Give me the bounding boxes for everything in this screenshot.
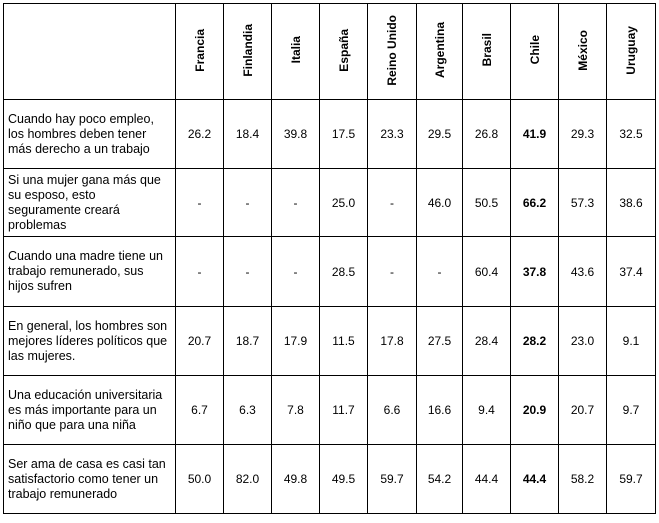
cell-value: 17.5	[320, 100, 368, 169]
cell-value-highlight: 37.8	[511, 237, 559, 307]
table-row	[4, 169, 656, 237]
cell-value: 59.7	[607, 445, 656, 514]
cell-value: 27.5	[417, 307, 463, 376]
column-header-mexico: México	[559, 4, 607, 100]
column-header-chile: Chile	[511, 4, 559, 100]
cell-value: 49.8	[272, 445, 320, 514]
table-row	[4, 307, 656, 376]
cell-value: -	[272, 169, 320, 237]
cell-value: 59.7	[368, 445, 417, 514]
column-header-italia: Italia	[272, 4, 320, 100]
column-header-espana: España	[320, 4, 368, 100]
table-row	[4, 100, 656, 169]
cell-value: 50.0	[176, 445, 224, 514]
cell-value: 17.8	[368, 307, 417, 376]
row-question: En general, los hombres son mejores líderes políticos que las mujeres.	[4, 307, 176, 376]
cell-value: 7.8	[272, 376, 320, 445]
cell-value: 49.5	[320, 445, 368, 514]
cell-value: 37.4	[607, 237, 656, 307]
row-question: Cuando una madre tiene un trabajo remunerado, sus hijos sufren	[4, 237, 176, 307]
cell-value: -	[417, 237, 463, 307]
header-row	[4, 4, 656, 100]
cell-value: 20.7	[559, 376, 607, 445]
cell-value: 11.7	[320, 376, 368, 445]
cell-value: 6.3	[224, 376, 272, 445]
cell-value: 25.0	[320, 169, 368, 237]
cell-value: -	[368, 237, 417, 307]
table-row	[4, 237, 656, 307]
cell-value: 18.4	[224, 100, 272, 169]
cell-value: 28.5	[320, 237, 368, 307]
cell-value: 44.4	[463, 445, 511, 514]
cell-value: 54.2	[417, 445, 463, 514]
cell-value: 28.4	[463, 307, 511, 376]
column-header-uruguay: Uruguay	[607, 4, 656, 100]
column-header-argentina: Argentina	[417, 4, 463, 100]
cell-value-highlight: 66.2	[511, 169, 559, 237]
cell-value: 29.3	[559, 100, 607, 169]
cell-value-highlight: 44.4	[511, 445, 559, 514]
cell-value: -	[368, 169, 417, 237]
cell-value: 6.7	[176, 376, 224, 445]
row-question: Si una mujer gana más que su esposo, esto seguramente creará problemas	[4, 169, 176, 237]
column-header-francia: Francia	[176, 4, 224, 100]
table-row	[4, 376, 656, 445]
cell-value: 46.0	[417, 169, 463, 237]
cell-value: -	[224, 169, 272, 237]
cell-value: 43.6	[559, 237, 607, 307]
row-question: Una educación universitaria es más importante para un niño que para una niña	[4, 376, 176, 445]
column-header-reino-unido: Reino Unido	[368, 4, 417, 100]
cell-value: -	[224, 237, 272, 307]
cell-value: 6.6	[368, 376, 417, 445]
cell-value: 16.6	[417, 376, 463, 445]
cell-value: 82.0	[224, 445, 272, 514]
cell-value: 26.8	[463, 100, 511, 169]
cell-value-highlight: 20.9	[511, 376, 559, 445]
cell-value: 9.4	[463, 376, 511, 445]
cell-value: 57.3	[559, 169, 607, 237]
cell-value: 50.5	[463, 169, 511, 237]
cell-value: 23.0	[559, 307, 607, 376]
corner-cell	[4, 4, 176, 100]
cell-value: 11.5	[320, 307, 368, 376]
cell-value: 9.1	[607, 307, 656, 376]
cell-value: -	[176, 169, 224, 237]
cell-value: 60.4	[463, 237, 511, 307]
cell-value: 18.7	[224, 307, 272, 376]
row-question: Ser ama de casa es casi tan satisfactorio como tener un trabajo remunerado	[4, 445, 176, 514]
cell-value: 17.9	[272, 307, 320, 376]
cell-value: 32.5	[607, 100, 656, 169]
cell-value: 23.3	[368, 100, 417, 169]
cell-value: 20.7	[176, 307, 224, 376]
cell-value: -	[272, 237, 320, 307]
cell-value: 58.2	[559, 445, 607, 514]
cell-value: -	[176, 237, 224, 307]
column-header-finlandia: Finlandia	[224, 4, 272, 100]
cell-value: 9.7	[607, 376, 656, 445]
row-question: Cuando hay poco empleo, los hombres deben tener más derecho a un trabajo	[4, 100, 176, 169]
cell-value: 29.5	[417, 100, 463, 169]
cell-value: 26.2	[176, 100, 224, 169]
survey-table	[3, 3, 656, 514]
table-row	[4, 445, 656, 514]
cell-value-highlight: 41.9	[511, 100, 559, 169]
cell-value: 38.6	[607, 169, 656, 237]
column-header-brasil: Brasil	[463, 4, 511, 100]
cell-value: 39.8	[272, 100, 320, 169]
cell-value-highlight: 28.2	[511, 307, 559, 376]
table-container	[3, 3, 656, 514]
